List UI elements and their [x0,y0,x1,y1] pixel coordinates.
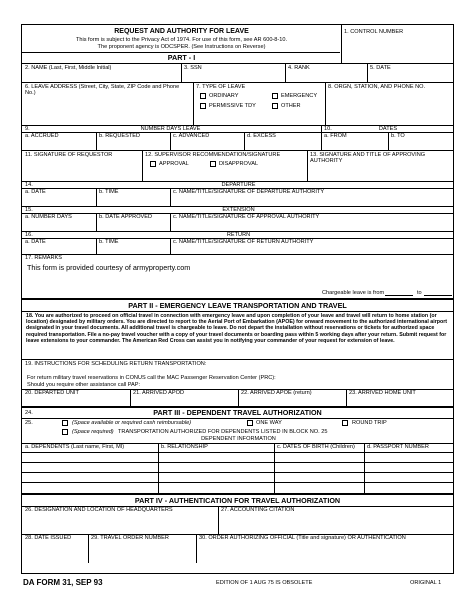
departure-time-field[interactable] [98,196,168,205]
form-id: DA FORM 31, SEP 93 [23,578,103,587]
f15-number: 15. [25,207,33,213]
space-required-checkbox[interactable] [62,429,68,435]
name-label: 2. NAME (Last, First, Middle Initial) [25,65,112,71]
departure-authority-label: c. NAME/TITLE/SIGNATURE OF DEPARTURE AUTHORITY [173,189,325,195]
dependents-col: a. DEPENDENTS (Last name, First, MI) [25,444,125,450]
requested-field[interactable] [98,140,168,149]
f9-number: 9. [25,126,30,132]
form-title: REQUEST AND AUTHORITY FOR LEAVE [114,28,249,35]
leave-address-label: 6. LEAVE ADDRESS (Street, City, State, ZIP Code and Phone No.) [25,84,180,97]
departure-date-field[interactable] [24,196,94,205]
remarks-field[interactable] [24,273,453,288]
one-way-label: ONE WAY [256,420,282,426]
ssn-label: 3. SSN [184,65,202,71]
accounting-citation-label: 27. ACCOUNTING CITATION [221,507,295,513]
ssn-field[interactable] [183,72,283,81]
dates-header: DATES [378,126,398,132]
days-leave-header: NUMBER DAYS LEAVE [140,126,201,132]
type-of-leave-label: 7. TYPE OF LEAVE [196,84,246,90]
leave-form [21,24,454,574]
edition-note: EDITION OF 1 AUG 75 IS OBSOLETE [216,580,313,586]
arrived-home-unit-field[interactable] [348,397,453,405]
return-date-label: a. DATE [25,239,46,245]
headquarters-field[interactable] [24,515,216,533]
chargeable-to-label: to [417,290,422,296]
f10-number: 10. [324,126,332,132]
remarks-label: 17. REMARKS [25,255,62,261]
round-trip-checkbox[interactable] [342,420,348,426]
extension-days-field[interactable] [24,221,94,230]
remarks-text: This form is provided courtesy of armyproperty.com [27,263,191,272]
disapproval-checkbox[interactable] [210,161,216,167]
return-time-label: b. TIME [99,239,119,245]
part4-title: PART IV - AUTHENTICATION FOR TRAVEL AUTHORIZATION [134,496,341,505]
space-available-label: (Space available or required cash reimbursable) [72,420,192,426]
relationship-col: b. RELATIONSHIP [161,444,208,450]
departure-header: DEPARTURE [221,182,256,188]
return-authority-field[interactable] [172,246,453,253]
travel-order-number-label: 29. TRAVEL ORDER NUMBER [91,535,169,541]
return-time-field[interactable] [98,246,168,253]
travel-order-number-field[interactable] [90,543,194,562]
round-trip-label: ROUND TRIP [352,420,387,426]
extension-authority-label: c. NAME/TITLE/SIGNATURE OF APPROVAL AUTHORITY [173,214,320,220]
departed-unit-label: 20. DEPARTED UNIT [25,390,79,396]
arrived-apod-field[interactable] [132,397,236,405]
extension-days-label: a. NUMBER DAYS [25,214,72,220]
requestor-signature-label: 11. SIGNATURE OF REQUESTOR [25,152,113,158]
name-field[interactable] [24,72,179,81]
chargeable-leave-label: Chargeable leave is from [322,290,385,296]
order-authorizing-label: 30. ORDER AUTHORIZING OFFICIAL (Title and signature) OR AUTHENTICATION [199,535,406,541]
dates-of-birth-rows[interactable] [276,453,362,492]
transport-authorized-label: TRANSPORTATION AUTHORIZED FOR DEPENDENTS LISTED IN BLOCK NO. 25 [118,429,328,435]
date-issued-field[interactable] [24,543,86,562]
to-date-field[interactable] [390,140,453,149]
arrived-apoe-label: 22. ARRIVED APOE (return) [241,390,312,396]
ordinary-checkbox[interactable] [200,93,206,99]
chargeable-to-field[interactable] [424,289,452,296]
accrued-field[interactable] [24,140,94,149]
approving-authority-field[interactable] [309,166,453,180]
extension-date-approved-field[interactable] [98,221,168,230]
permissive-tdy-label: PERMISSIVE TDY [209,103,256,109]
advanced-label: c. ADVANCED [173,133,210,139]
return-header: RETURN [226,232,251,238]
date-issued-label: 28. DATE ISSUED [25,535,72,541]
other-label: OTHER [281,103,301,109]
return-instructions-label: 19. INSTRUCTIONS FOR SCHEDULING RETURN TRANSPORTATION: [25,361,207,367]
dates-of-birth-col: c. DATES OF BIRTH (Children) [277,444,355,450]
dependent-info-header: DEPENDENT INFORMATION [201,436,276,442]
chargeable-from-field[interactable] [385,289,413,296]
f25-number: 25. [25,420,33,426]
ordinary-label: ORDINARY [209,93,239,99]
part3-title: PART III - DEPENDENT TRAVEL AUTHORIZATION [153,408,322,417]
prc-instructions: For return military travel reservations in CONUS call the MAC Passenger Reservation Center (PRC): [27,375,276,381]
part2-instructions: 18. You are authorized to proceed on official travel in connection with emergency leave and upon completion of your leave and travel will return to home station (or location) designated by military orders. You are directed to report to the Aerial Port of Embarkation (APOE) for onward movement to the authorized international airport designated in your travel documents. All additional travel is chargeable to leave. Do not depart the installation without reservations or tickets for authorized space required transportation. File a no-pay travel voucher with a copy of your travel documents or boarding pass within 5 working days after your return. Submit request for leave extensions to your commander. The American Red Cross can assist you in notifying your commander of your request for extension of leave. [26,313,448,344]
requested-label: b. REQUESTED [99,133,141,139]
privacy-line: This form is subject to the Privacy Act of 1974. For use of this form, see AR 600-8-10. [75,37,288,43]
supervisor-label: 12. SUPERVISOR RECOMMENDATION/SIGNATURE [145,152,281,158]
advanced-field[interactable] [172,140,242,149]
emergency-checkbox[interactable] [272,93,278,99]
departure-date-label: a. DATE [25,189,46,195]
date-field[interactable] [369,72,453,81]
orgn-station-label: 8. ORGN, STATION, AND PHONE NO. [328,84,426,90]
from-label: a. FROM [324,133,347,139]
control-number-label: 1. CONTROL NUMBER [344,29,404,35]
extension-header: EXTENSION [222,207,255,213]
excess-field[interactable] [246,140,319,149]
approving-authority-label: 13. SIGNATURE AND TITLE OF APPROVING AUTHORITY [310,152,426,165]
f24-number: 24. [25,410,33,416]
from-date-field[interactable] [323,140,386,149]
requestor-signature-field[interactable] [24,161,140,180]
arrived-apod-label: 21. ARRIVED APOD [133,390,184,396]
approval-label: APPROVAL [159,161,189,167]
pap-instructions: Should you require other assistance call PAP: [27,382,141,388]
accrued-label: a. ACCRUED [25,133,59,139]
order-authorizing-field[interactable] [198,543,453,562]
approval-checkbox[interactable] [150,161,156,167]
disapproval-label: DISAPPROVAL [219,161,259,167]
passport-col: d. PASSPORT NUMBER [367,444,429,450]
f14-number: 14. [25,182,33,188]
extension-authority-field[interactable] [172,221,453,230]
leave-address-field[interactable] [24,97,191,123]
control-number-field[interactable] [344,37,452,62]
accounting-citation-field[interactable] [220,515,453,533]
headquarters-label: 26. DESIGNATION AND LOCATION OF HEADQUARTERS [25,507,173,513]
date-label: 5. DATE [370,65,391,71]
part2-title: PART II - EMERGENCY LEAVE TRANSPORTATION AND TRAVEL [128,301,347,310]
emergency-label: EMERGENCY [281,93,318,99]
departed-unit-field[interactable] [24,397,128,405]
return-authority-label: c. NAME/TITLE/SIGNATURE OF RETURN AUTHORITY [173,239,314,245]
relationship-rows[interactable] [160,453,272,492]
f16-number: 16. [25,232,33,238]
departure-time-label: b. TIME [99,189,119,195]
proponent-line: The proponent agency is ODCSPER. (See Instructions on Reverse) [97,44,266,50]
space-available-checkbox[interactable] [62,420,68,426]
passport-rows[interactable] [366,453,453,492]
orgn-station-field[interactable] [327,92,453,123]
other-checkbox[interactable] [272,103,278,109]
original-label: ORIGINAL 1 [410,580,442,586]
rank-field[interactable] [287,72,365,81]
return-date-field[interactable] [24,246,94,253]
part1-title: PART - I [167,53,196,62]
rank-label: 4. RANK [288,65,310,71]
permissive-tdy-checkbox[interactable] [200,103,206,109]
to-label: b. TO [391,133,405,139]
space-required-label: (Space required) [72,429,114,435]
departure-authority-field[interactable] [172,196,453,205]
one-way-checkbox[interactable] [247,420,253,426]
dependents-rows[interactable] [24,453,156,492]
excess-label: d. EXCESS [247,133,276,139]
arrived-apoe-field[interactable] [240,397,344,405]
arrived-home-unit-label: 23. ARRIVED HOME UNIT [349,390,416,396]
extension-date-approved-label: b. DATE APPROVED [99,214,153,220]
